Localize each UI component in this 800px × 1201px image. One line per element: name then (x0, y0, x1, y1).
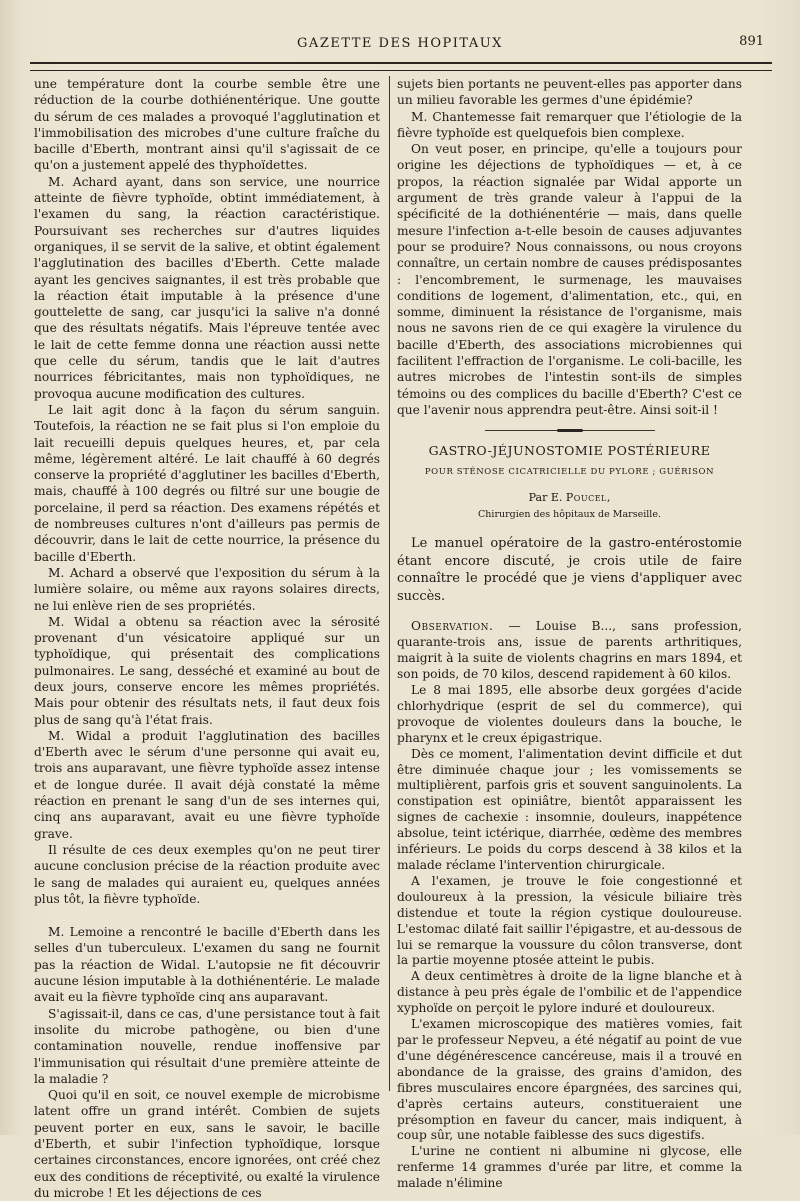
paragraph: A l'examen, je trouve le foie congestionné et douloureux à la pression, la vésicule biliaire très distendue et toute la région cystique douloureuse. L'estomac dilaté fait saillir l'épigastre, et au-dessous de lui se remarque la voussure du côlon transverse, dont la partie moyenne ptosée atteint le pubis. (397, 873, 743, 968)
page-header (30, 30, 770, 58)
paragraph: M. Widal a produit l'agglutination des bacilles d'Eberth avec le sérum d'une personne qui avait eu, trois ans auparavant, une fièvre typhoïde assez intense et de longue durée. Il avait déjà constaté la même réaction en prenant le sang d'un de ses internes qui, cinq ans auparavant, avait eu une fièvre typhoïde grave. (34, 728, 380, 841)
observation-label: Observation. (411, 619, 494, 634)
paragraph: S'agissait-il, dans ce cas, d'une persistance tout à fait insolite du microbe pathogène, ou bien d'une contamination nouvelle, rendue inoffensive par l'immunisation qui résultait d'une première atteinte de la maladie ? (34, 1006, 380, 1086)
paragraph: M. Lemoine a rencontré le bacille d'Eberth dans les selles d'un tuberculeux. L'examen du sang ne fournit pas la réaction de Widal. L'autopsie ne fit découvrir aucune lésion imputable à la dothiénentérie. Le malade avait eu la fièvre typhoïde cinq ans auparavant. (34, 925, 380, 1005)
author-name: Poucel (565, 490, 607, 504)
paragraph: sujets bien portants ne peuvent-elles pas apporter dans un milieu favorable les germes d'une épidémie? (397, 77, 742, 108)
paragraph: M. Achard ayant, dans son service, une nourrice atteinte de fièvre typhoïde, obtint immédiatement, à l'examen du sang, la réaction caractéristique. Poursuivant ses recherches sur d'autres liquides organiques, il se servit de la salive, et obtint également l'agglutination des bacilles d'Eberth. Cette malade ayant les gencives saignantes, il est très probable que la réaction était imputable à la présence d'une gouttelette de sang, car jusqu'ici la salive n'a donné que des résultats négatifs. Mais l'épreuve tentée avec le lait de cette femme donna une réaction aussi nette que celle du sérum, tandis que le lait d'autres nourrices fébricitantes, mais non typhoïdiques, ne provoqua aucune modification des cultures. (34, 174, 380, 401)
article-title: GASTRO-JÉJUNOSTOMIE POSTÉRIEURE (428, 443, 711, 459)
paragraph: On veut poser, en principe, qu'elle a toujours pour origine les déjections de typhoïdiques — et, à ce propos, la réaction signalée par Widal apporte un argument de très grande valeur à l'appui de la spécificité de la dothiénentérie — mais, dans quelle mesure l'infection a-t-elle besoin de causes adjuvantes pour se produire? Nous connaissons, ou nous croyons connaître, un certain nombre de causes prédisposantes : l'encombrement, le surmenage, les mauvaises conditions de logement, d'alimentation, etc., qui, en somme, diminuent la résistance de l'organisme, mais nous ne savons rien de ce qui exagère la virulence du bacille d'Eberth, des associations microbiennes qui facilitent l'effraction de l'organisme. Le coli-bacille, les autres microbes de l'intestin sont-ils de simples témoins ou des complices du bacille d'Eberth? C'est ce que l'avenir nous apprendra peut-être. Ainsi soit-il ! (397, 142, 742, 417)
journal-title: GAZETTE DES HOPITAUX (297, 36, 503, 51)
page-number: 891 (739, 34, 764, 49)
paragraph: une température dont la courbe semble être une réduction de la courbe dothiénentérique. Une goutte du sérum de ces malades a provoqué l'agglutination et l'immobilisation des microbes d'une culture fraîche du bacille d'Eberth, montrant ainsi qu'il s'agissait de ce qu'on a justement appelé des thyphoïdettes. (34, 77, 380, 173)
author-prefix: Par E. (528, 490, 563, 504)
author-suffix: , (606, 490, 611, 504)
paragraph: L'examen microscopique des matières vomies, fait par le professeur Nepveu, a été négatif au point de vue d'une dégénérescence cancéreuse, mais il a trouvé en abondance de la graisse, des grains d'amidon, des fibres musculaires encore épargnées, des sarcines qui, d'après certains auteurs, constitueraient une présomption en faveur du cancer, mais indiquent, à coup sûr, une notable faiblesse des sucs digestifs. (397, 1017, 742, 1143)
left-column (34, 76, 380, 1201)
paragraph: Dès ce moment, l'alimentation devint difficile et dut être diminuée chaque jour ; les vomissements se multiplièrent, parfois gris et souvent sanguinolents. La constipation est opiniâtre, bientôt apparaissent les signes de cachexie : insomnie, douleurs, inappétence absolue, teint ictérique, diarrhée, œdème des membres inférieurs. Le poids du corps descend à 38 kilos et la malade réclame l'intervention chirurgicale. (397, 746, 742, 873)
paragraph: Le lait agit donc à la façon du sérum sanguin. Toutefois, la réaction ne se fait plus si l'on emploie du lait recueilli depuis quelques heures, et, par cela même, légèrement altéré. Le lait chauffé à 60 degrés conserve la propriété d'agglutiner les bacilles d'Eberth, mais, chauffé à 100 degrés ou filtré sur une bougie de porcelaine, il perd sa réaction. Des examens répétés et de nombreuses cultures n'ont d'ailleurs pas permis de découvrir, dans le lait de cette nourrice, la présence du bacille d'Eberth. (34, 402, 380, 564)
paragraph: A deux centimètres à droite de la ligne blanche et à distance à peu près égale de l'ombilic et de l'appendice xyphoïde on perçoit le pylore induré et douloureux. (397, 969, 742, 1016)
paragraph: Il résulte de ces deux exemples qu'on ne peut tirer aucune conclusion précise de la réaction produite avec le sang de malades qui auraient eu, quelques années plus tôt, la fièvre typhoïde. (34, 842, 380, 906)
article-subtitle: POUR STÉNOSE CICATRICIELLE DU PYLORE ; GUÉRISON (424, 466, 715, 477)
section-separator (485, 429, 655, 433)
paragraph: M. Achard a observé que l'exposition du sérum à la lumière solaire, ou même aux rayons solaires directs, ne lui enlève rien de ses propriétés. (34, 565, 380, 613)
right-column (397, 76, 742, 1192)
paragraph: M. Chantemesse fait remarquer que l'étiologie de la fièvre typhoïde est quelquefois bien complexe. (397, 109, 742, 140)
paragraph: Le 8 mai 1895, elle absorbe deux gorgées d'acide chlorhydrique (esprit de sel du commerce), qui provoque de violentes douleurs dans la bouche, le pharynx et le creux épigastrique. (397, 683, 742, 745)
article-author (397, 490, 742, 506)
paragraph (397, 619, 742, 683)
paragraph: Le manuel opératoire de la gastro-entérostomie étant encore discuté, je crois utile de faire connaître le procédé que je viens d'appliquer avec succès. (397, 536, 742, 604)
paragraph: M. Widal a obtenu sa réaction avec la sérosité provenant d'un vésicatoire appliqué sur un typhoïdique, qui présentait des complications pulmonaires. Le sang, desséché et examiné au bout de deux jours, conserve encore les mêmes propriétés. Mais pour obtenir des résultats nets, il faut deux fois plus de sang qu'à l'état frais. (34, 614, 380, 727)
paragraph: Quoi qu'il en soit, ce nouvel exemple de microbisme latent offre un grand intérêt. Combien de sujets peuvent porter en eux, sans le savoir, le bacille d'Eberth, et subir l'infection typhoïdique, lorsque certaines circonstances, encore ignorées, ont créé chez eux des conditions de réceptivité, ou exalté la virulence du microbe ! Et les déjections de ces (34, 1088, 380, 1200)
header-rule (30, 62, 772, 71)
observation-lead: — Louise B..., sans profession, quarante-trois ans, issue de parents arthritiques, maigrit à la suite de violents chagrins en mars 1894, et son poids, de 70 kilos, descend rapidement à 60 kilos. (397, 619, 742, 682)
paragraph: L'urine ne contient ni albumine ni glycose, elle renferme 14 grammes d'urée par litre, et comme la malade n'élimine (397, 1144, 742, 1191)
article-affiliation: Chirurgien des hôpitaux de Marseille. (478, 509, 661, 521)
observation (397, 619, 742, 1192)
article-intro (397, 535, 742, 605)
column-divider (389, 76, 390, 1091)
